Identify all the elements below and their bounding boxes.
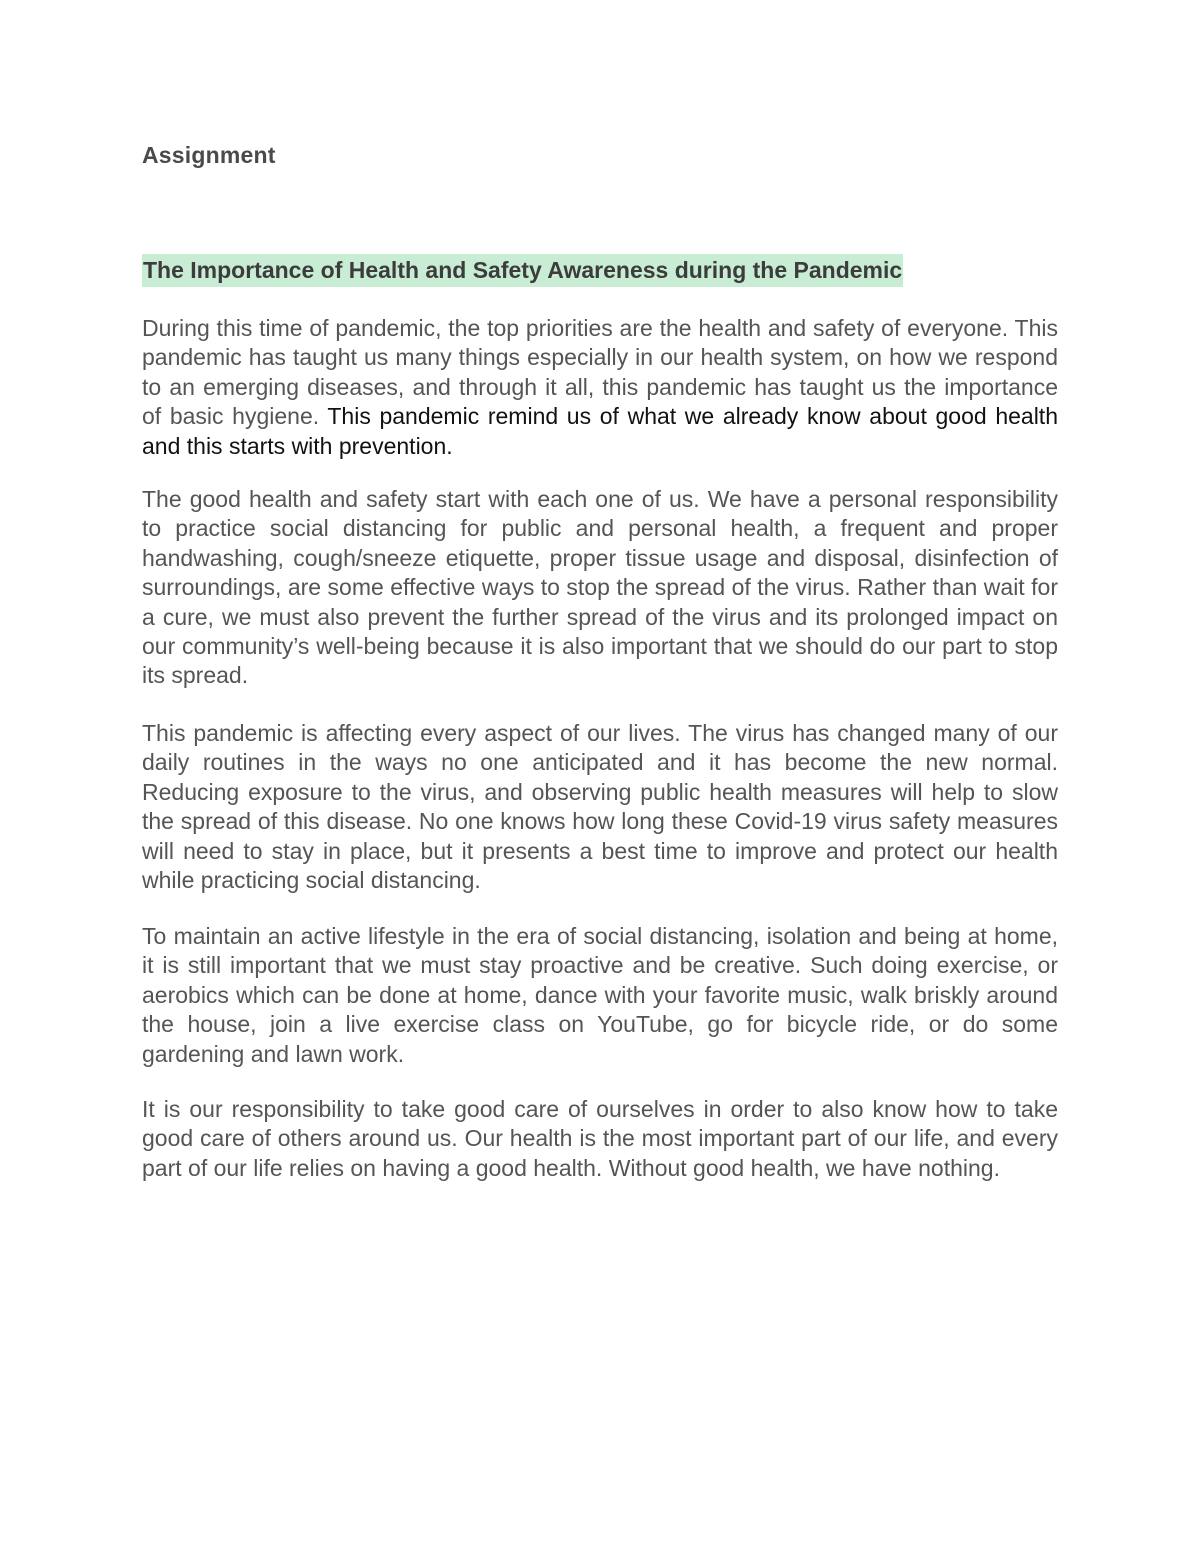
document-title: The Importance of Health and Safety Awareness during the Pandemic (142, 254, 903, 287)
paragraph-1 (142, 314, 1058, 461)
paragraph-4: To maintain an active lifestyle in the era of social distancing, isolation and being at home, it is still important that we must stay proactive and be creative. Such doing exercise, or aerobics which can be done at home, dance with your favorite music, walk briskly around the house, join a live exercise class on YouTube, go for bicycle ride, or do some gardening and lawn work. (142, 923, 1058, 1067)
assignment-label: Assignment (142, 142, 276, 168)
paragraph-3: This pandemic is affecting every aspect of our lives. The virus has changed many of our daily routines in the ways no one anticipated and it has become the new normal. Reducing exposure to the virus, and observing public health measures will help to slow the spread of this disease. No one knows how long these Covid-19 virus safety measures will need to stay in place, but it presents a best time to improve and protect our health while practicing social distancing. (142, 720, 1058, 894)
paragraph-1-text: During this time of pandemic, the top priorities are the health and safety of everyone. This pandemic has taught us many things especially in our health system, on how we respond to an emerging diseases, and through it all, this pandemic has taught us the importance of basic hygiene. (142, 315, 1058, 430)
paragraph-5: It is our responsibility to take good care of ourselves in order to also know how to take good care of others around us. Our health is the most important part of our life, and every part of our life relies on having a good health. Without good health, we have nothing. (142, 1096, 1058, 1181)
paragraph-1-emphasis-text: This pandemic remind us of what we already know about good health and this starts with prevention. (142, 403, 1058, 459)
paragraph-2: The good health and safety start with each one of us. We have a personal responsibility to practice social distancing for public and personal health, a frequent and proper handwashing, cough/sneeze etiquette, proper tissue usage and disposal, disinfection of surroundings, are some effective ways to stop the spread of the virus. Rather than wait for a cure, we must also prevent the further spread of the virus and its prolonged impact on our community’s well-being because it is also important that we should do our part to stop its spread. (142, 486, 1058, 689)
